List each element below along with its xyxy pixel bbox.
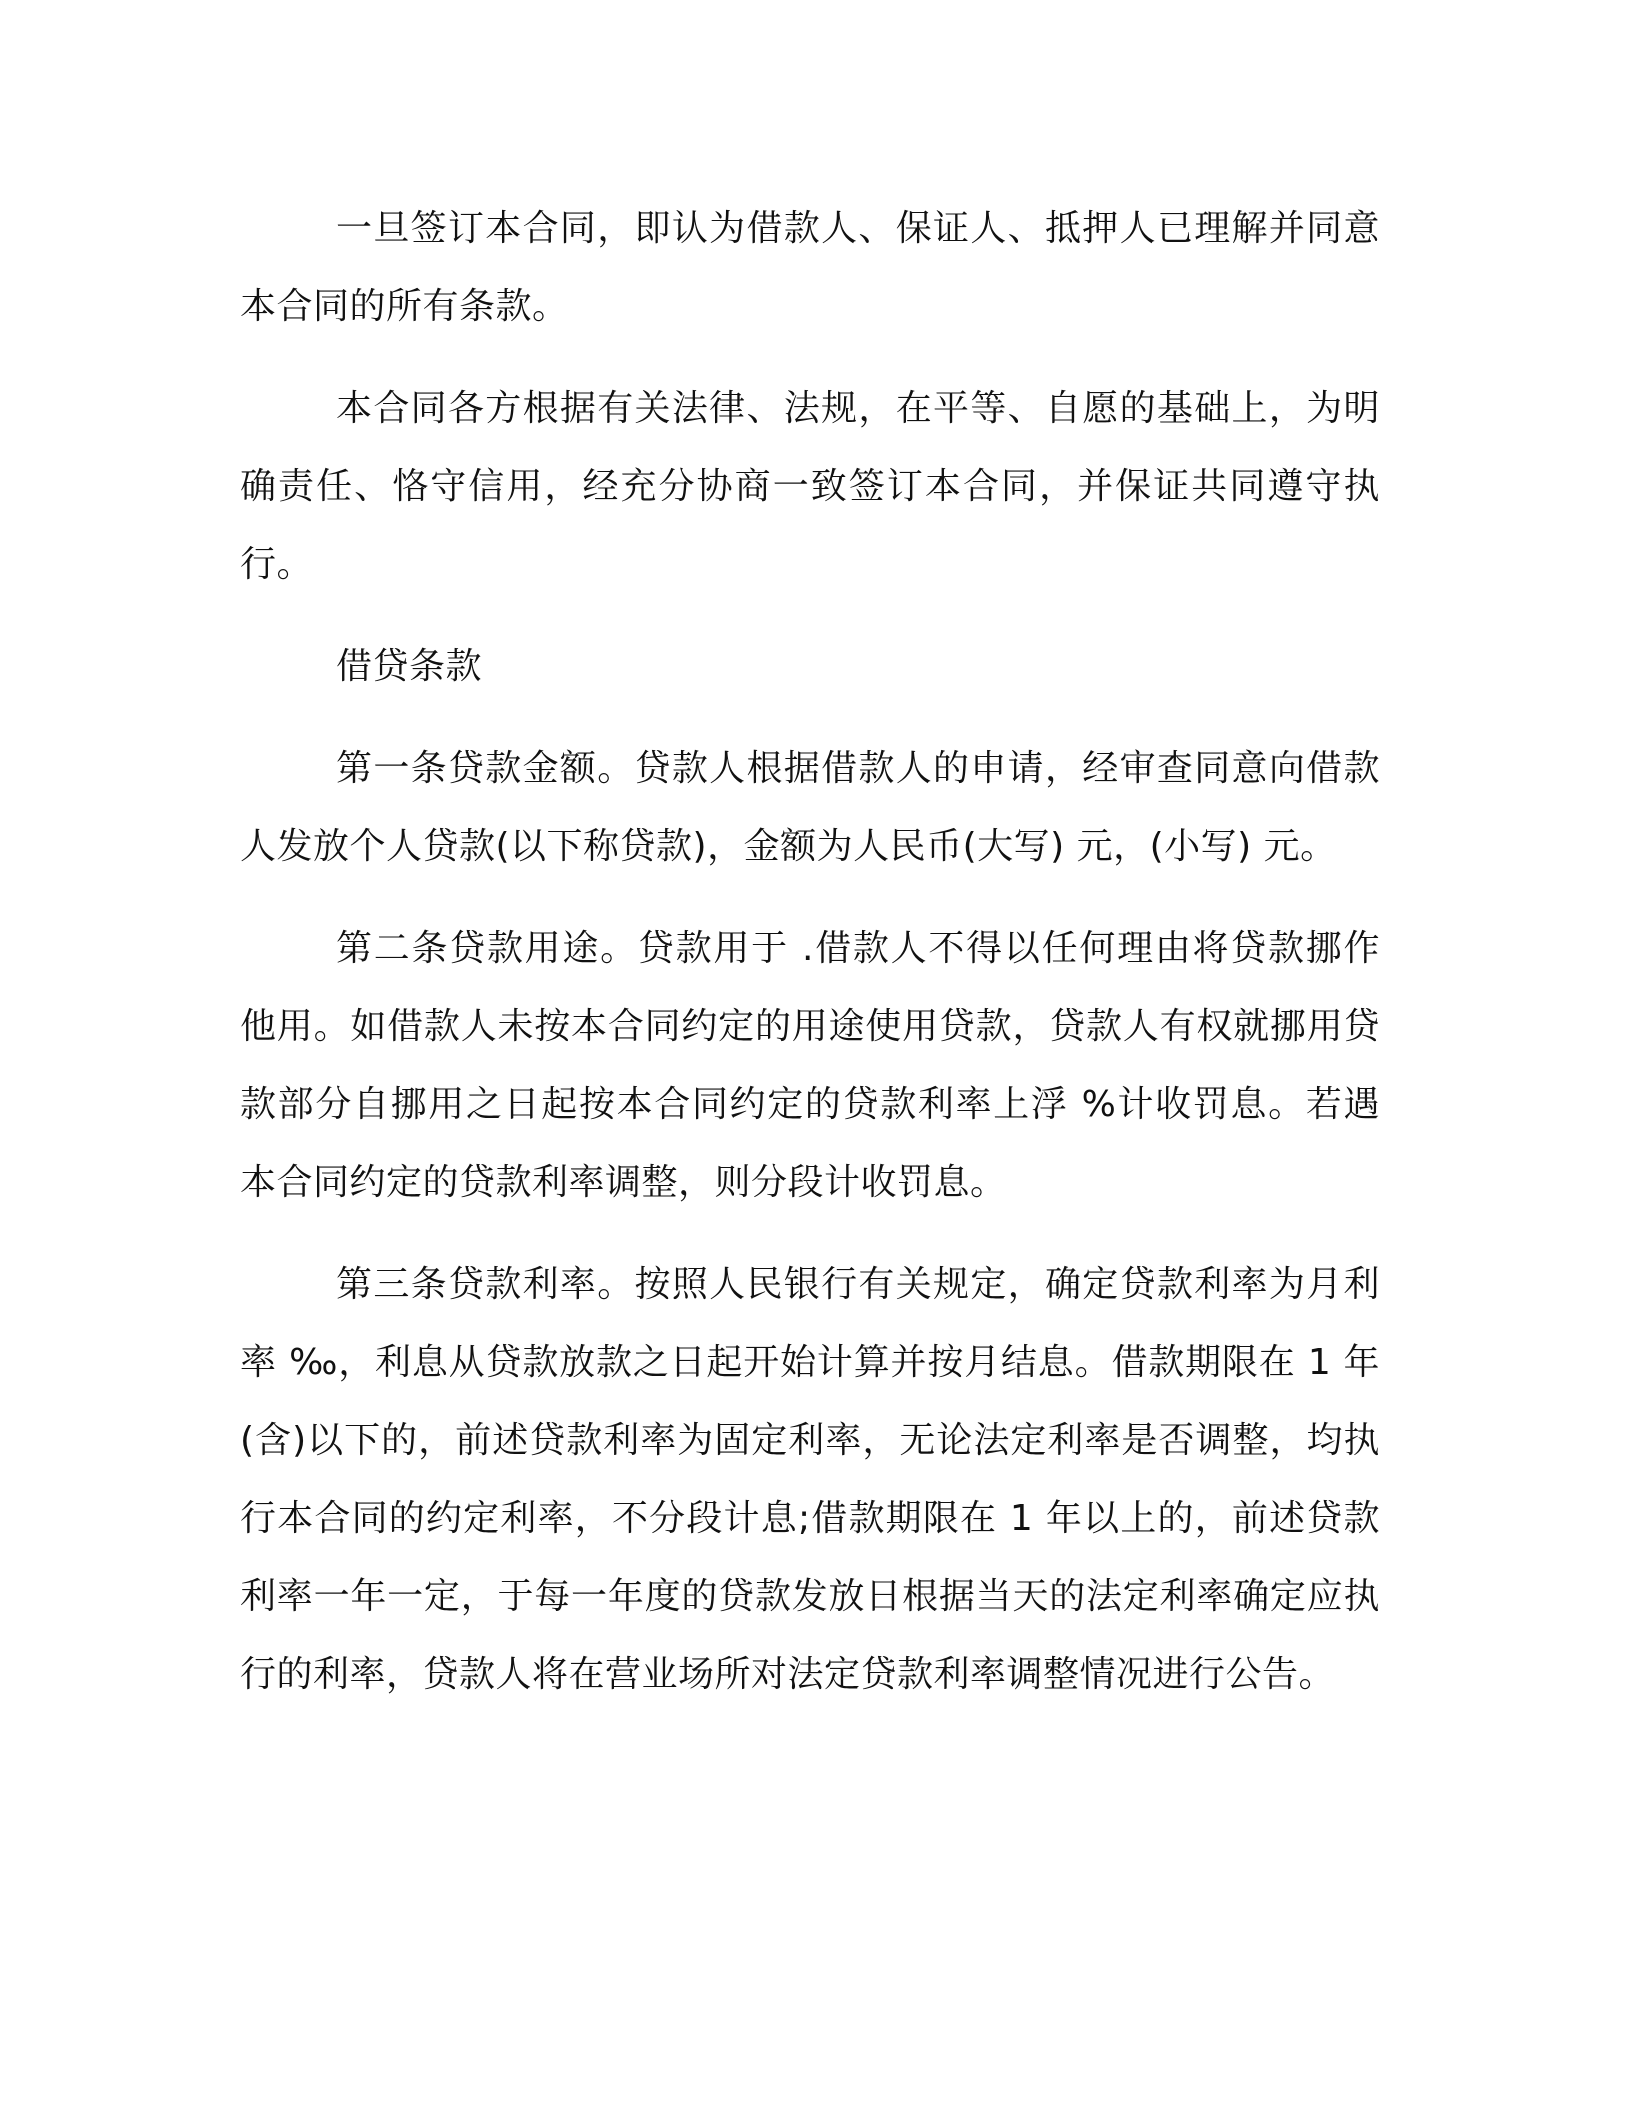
paragraph-gap <box>240 1222 1380 1246</box>
article-2-loan-purpose: 第二条贷款用途。贷款用于 .借款人不得以任何理由将贷款挪作他用。如借款人未按本合同约定的用途使用贷款，贷款人有权就挪用贷款部分自挪用之日起按本合同约定的贷款利率上浮 %计收罚息。若遇本合同约定的贷款利率调整，则分段计收罚息。 <box>240 928 1380 1203</box>
paragraph-gap <box>240 886 1380 910</box>
paragraph-gap <box>240 346 1380 370</box>
section-heading-loan-terms: 借贷条款 <box>336 646 483 687</box>
article-3-loan-interest-rate: 第三条贷款利率。按照人民银行有关规定，确定贷款利率为月利率 ‰，利息从贷款放款之日起开始计算并按月结息。借款期限在 1 年(含)以下的，前述贷款利率为固定利率，无论法定利率是否调整，均执行本合同的约定利率，不分段计息;借款期限在 1 年以上的，前述贷款利率一年一定，于每一年度的贷款发放日根据当天的法定利率确定应执行的利率，贷款人将在营业场所对法定贷款利率调整情况进行公告。 <box>240 1264 1380 1695</box>
article-1-loan-amount: 第一条贷款金额。贷款人根据借款人的申请，经审查同意向借款人发放个人贷款(以下称贷款)，金额为人民币(大写) 元，(小写) 元。 <box>240 748 1380 867</box>
document-body <box>240 190 1380 1714</box>
paragraph-gap <box>240 604 1380 628</box>
paragraph-gap <box>240 706 1380 730</box>
paragraph-contract-basis: 本合同各方根据有关法律、法规，在平等、自愿的基础上，为明确责任、恪守信用，经充分协商一致签订本合同，并保证共同遵守执行。 <box>240 388 1380 585</box>
paragraph-agreement-acceptance: 一旦签订本合同，即认为借款人、保证人、抵押人已理解并同意本合同的所有条款。 <box>240 208 1380 327</box>
